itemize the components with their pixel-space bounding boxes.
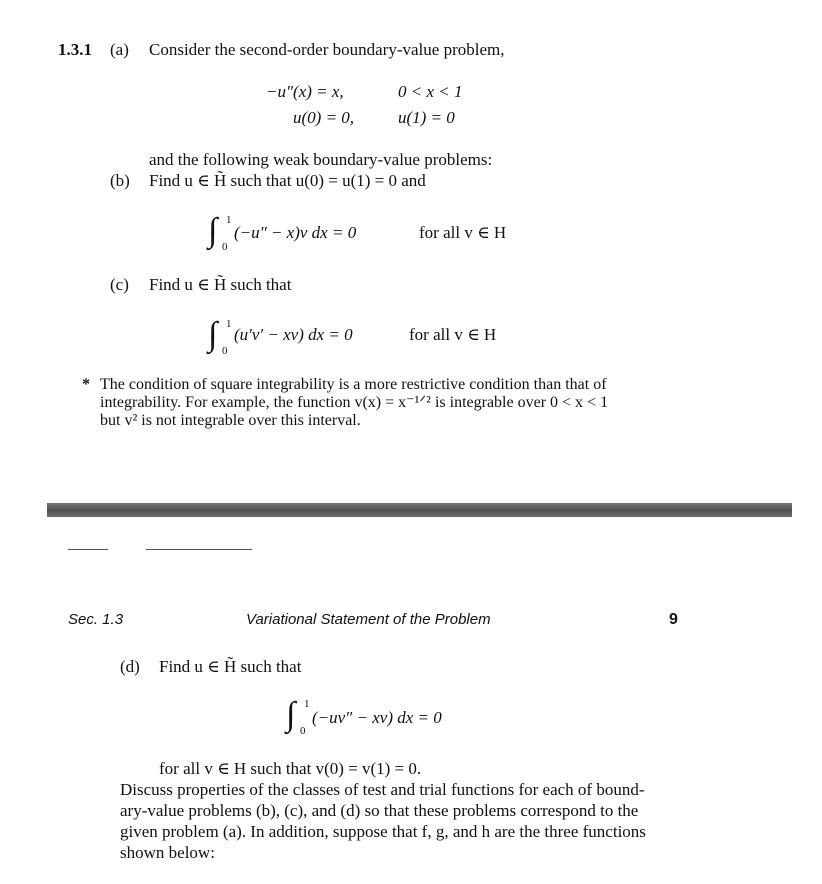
running-title: Variational Statement of the Problem <box>246 611 491 628</box>
header-rule <box>68 549 108 550</box>
eq2-rhs: u(1) = 0 <box>398 108 455 127</box>
eq1-rhs: 0 < x < 1 <box>398 82 463 101</box>
part-a-label: (a) <box>110 40 129 59</box>
condition-c: for all v ∈ H <box>409 325 497 344</box>
integral-upper-d: 1 <box>304 698 310 710</box>
header-rule <box>146 549 252 550</box>
footnote-line: integrability. For example, the function v(x) = x⁻¹ᐟ² is integrable over 0 < x < 1 <box>100 394 609 411</box>
integrand-d: (−uv″ − xv) dx = 0 <box>312 708 442 727</box>
page-number: 9 <box>669 611 678 628</box>
footnote-line: but v² is not integrable over this interval. <box>100 412 361 429</box>
part-b-text: Find u ∈ H̃ such that u(0) = u(1) = 0 and <box>149 171 426 190</box>
part-d-text: Find u ∈ H̃ such that <box>159 657 302 676</box>
integrand-c: (u′v′ − xv) dx = 0 <box>234 325 353 344</box>
eq1-lhs: −u″(x) = x, <box>266 82 344 101</box>
part-c-text: Find u ∈ H̃ such that <box>149 275 292 294</box>
page-divider <box>47 503 792 517</box>
problem-number: 1.3.1 <box>58 40 92 59</box>
footnote-marker: * <box>82 376 90 393</box>
discussion-line: ary-value problems (b), (c), and (d) so that these problems correspond to the <box>120 801 639 820</box>
eq2-lhs: u(0) = 0, <box>293 108 355 127</box>
integral-lower-c: 0 <box>222 345 228 357</box>
weak-problems-intro: and the following weak boundary-value problems: <box>149 150 493 169</box>
integral-sign-c: ∫ <box>208 316 218 353</box>
integral-upper-c: 1 <box>226 318 232 330</box>
discussion-line: given problem (a). In addition, suppose that f, g, and h are the three functions <box>120 822 646 841</box>
discussion-line: shown below: <box>120 843 215 862</box>
integrand-b: (−u″ − x)v dx = 0 <box>234 223 357 242</box>
part-d-label: (d) <box>120 657 140 676</box>
footnote-line: The condition of square integrability is a more restrictive condition than that of <box>100 376 607 393</box>
part-c-label: (c) <box>110 275 129 294</box>
integral-sign-d: ∫ <box>286 696 296 733</box>
part-a-text: Consider the second-order boundary-value problem, <box>149 40 505 59</box>
integral-lower-d: 0 <box>300 725 306 737</box>
integral-sign-b: ∫ <box>208 212 218 249</box>
condition-b: for all v ∈ H <box>419 223 507 242</box>
part-b-label: (b) <box>110 171 130 190</box>
condition-d: for all v ∈ H such that v(0) = v(1) = 0. <box>159 759 422 778</box>
section-label: Sec. 1.3 <box>68 611 124 628</box>
integral-lower-b: 0 <box>222 241 228 253</box>
discussion-line: Discuss properties of the classes of test and trial functions for each of bound- <box>120 780 645 799</box>
integral-upper-b: 1 <box>226 214 232 226</box>
